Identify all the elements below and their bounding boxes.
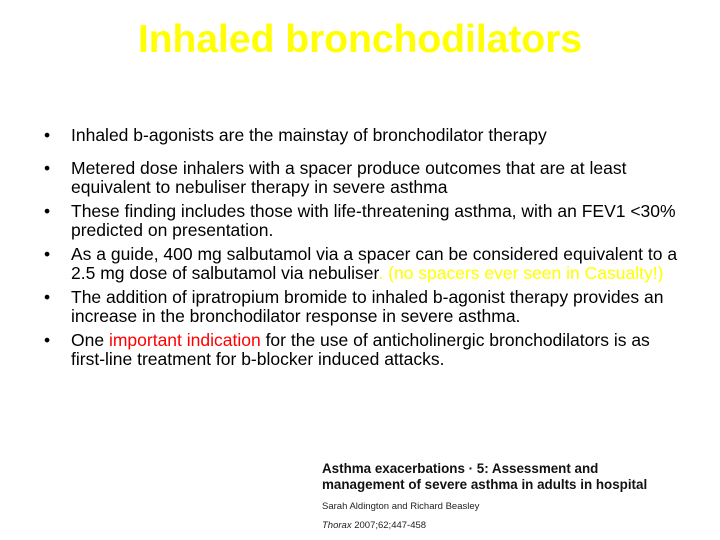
reference-title-line1: Asthma exacerbations · 5: Assessment and	[322, 461, 599, 476]
bullet-note: . (no spacers ever seen in Casualty!)	[378, 263, 664, 283]
bullet-text-pre: One	[71, 329, 109, 350]
bullet-text: As a guide, 400 mg salbutamol via a spacer can be considered equivalent to a 2.5 mg dose of salbutamol via nebuliser	[71, 243, 678, 283]
bullet-highlight: important indication	[108, 329, 261, 350]
bullet-text: These finding includes those with life-threatening asthma, with an FEV1 <30% predicted on presentation.	[71, 200, 676, 240]
bullet-item	[44, 159, 684, 198]
reference-authors: Sarah Aldington and Richard Beasley	[322, 501, 480, 512]
reference-journal-line	[322, 520, 720, 531]
reference-journal-name: Thorax	[322, 520, 352, 531]
bullet-item	[44, 245, 684, 284]
bullet-text: The addition of ipratropium bromide to inhaled b-agonist therapy provides an increase in the bronchodilator response in severe asthma.	[71, 286, 664, 326]
reference-citation-details: 2007;62;447-458	[351, 520, 427, 531]
bullet-item	[44, 126, 684, 146]
reference-citation	[322, 461, 720, 531]
bullet-marker: •	[44, 329, 51, 350]
bullet-text: Metered dose inhalers with a spacer produce outcomes that are at least equivalent to nebuliser therapy in severe asthma	[71, 157, 627, 197]
bullet-marker: •	[44, 125, 51, 145]
bullet-text-post: for the use of anticholinergic bronchodilators is as first-line treatment for b-blocker induced attacks.	[71, 329, 650, 369]
bullet-list	[44, 126, 684, 374]
reference-title-line2: management of severe asthma in adults in hospital	[322, 477, 648, 492]
bullet-marker: •	[44, 286, 51, 307]
bullet-item	[44, 288, 684, 327]
slide-title: Inhaled bronchodilators	[137, 18, 583, 61]
bullet-item	[44, 331, 684, 370]
bullet-marker: •	[44, 200, 51, 221]
bullet-item	[44, 202, 684, 241]
bullet-marker: •	[44, 157, 51, 178]
bullet-text: Inhaled b-agonists are the mainstay of bronchodilator therapy	[71, 125, 547, 145]
reference-title	[322, 461, 720, 493]
bullet-marker: •	[44, 243, 51, 264]
